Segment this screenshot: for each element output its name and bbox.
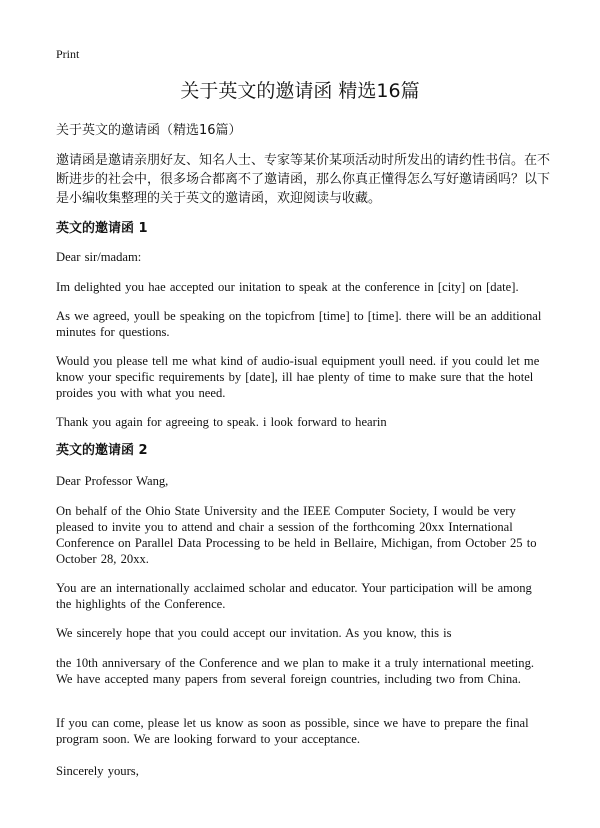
- letter1-paragraph-4: Thank you again for agreeing to speak. i look forward to hearin: [56, 415, 387, 429]
- closing: Sincerely yours,: [56, 764, 139, 778]
- print-link[interactable]: Print: [56, 47, 80, 61]
- letter1-paragraph-1: Im delighted you hae accepted our initation to speak at the conference in [city] on [date].: [56, 280, 519, 294]
- letter1-paragraph-3: Would you please tell me what kind of audio-isual equipment youll need. if you could let me know your specific requirements by [date], ill hae plenty of time to make sure that the hotel proides you with what you need.: [56, 354, 540, 400]
- section-heading-2: 英文的邀请函 2: [56, 443, 148, 458]
- letter2-paragraph-4: the 10th anniversary of the Conference and we plan to make it a truly international meeting. We have accepted many papers from several foreign countries, including two from China.: [56, 656, 535, 686]
- letter2-paragraph-1: On behalf of the Ohio State University and the IEEE Computer Society, I would be very pleased to invite you to attend and chair a session of the forthcoming 20xx International Conference on Parallel Data Processing to be held in Bellaire, Michigan, from October 25 to October 28, 20xx.: [56, 504, 537, 566]
- document-subtitle: 关于英文的邀请函（精选16篇）: [56, 123, 242, 138]
- intro-paragraph: 邀请函是邀请亲朋好友、知名人士、专家等某价某项活动时所发出的请约性书信。在不断进步的社会中，很多场合都离不了邀请函，那么你真正懂得怎么写好邀请函吗？以下是小编收集整理的关于英文的邀请函，欢迎阅读与收藏。: [56, 153, 551, 206]
- salutation-2: Dear Professor Wang,: [56, 474, 169, 488]
- salutation-1: Dear sir/madam:: [56, 250, 142, 264]
- letter2-paragraph-3: We sincerely hope that you could accept our invitation. As you know, this is: [56, 626, 452, 640]
- letter2-paragraph-5: If you can come, please let us know as soon as possible, since we have to prepare the final program soon. We are looking forward to your acceptance.: [56, 716, 529, 746]
- document-title: 关于英文的邀请函 精选16篇: [180, 80, 420, 102]
- letter1-paragraph-2: As we agreed, youll be speaking on the topicfrom [time] to [time]. there will be an additional minutes for questions.: [56, 309, 542, 339]
- letter2-paragraph-2: You are an internationally acclaimed scholar and educator. Your participation will be among the highlights of the Conference.: [56, 581, 532, 611]
- section-heading-1: 英文的邀请函 1: [56, 221, 148, 236]
